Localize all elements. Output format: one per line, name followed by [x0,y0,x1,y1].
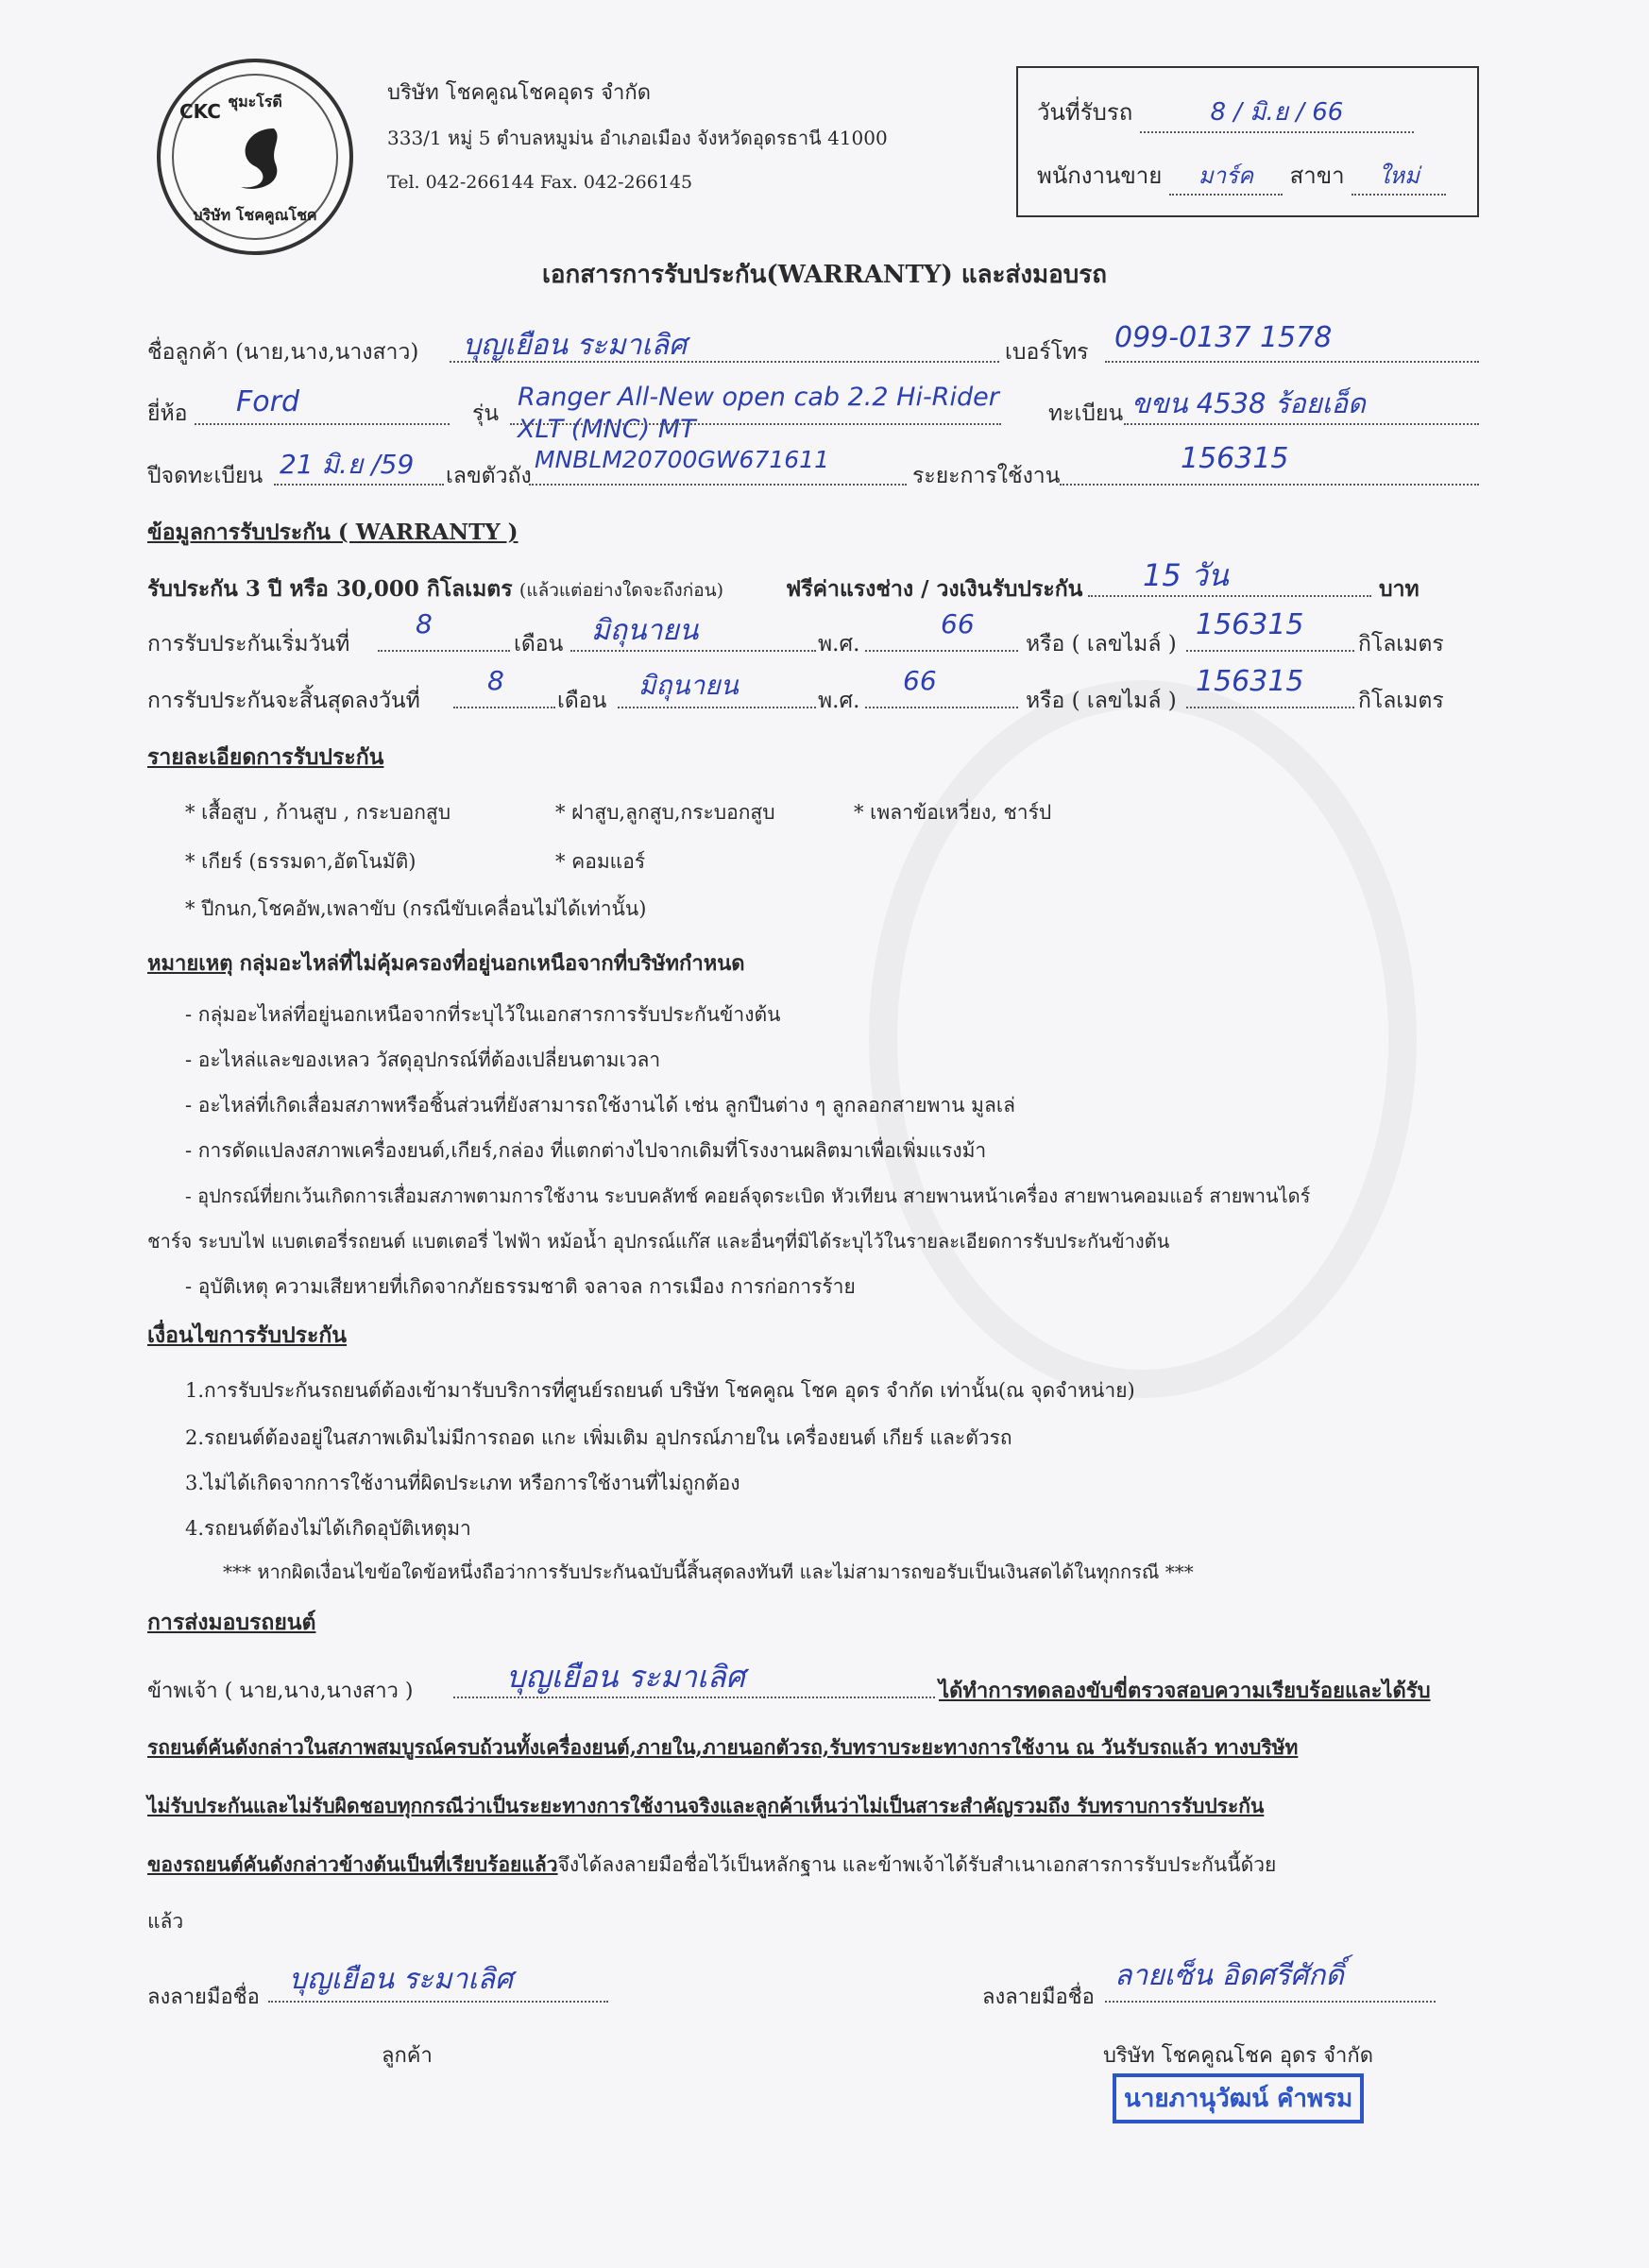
start-day-line [378,650,510,652]
start-label: การรับประกันเริ่มวันที่ [147,632,350,657]
logo-ckc-text: CKC [179,100,221,123]
background-watermark [869,680,1417,1398]
start-mile-line [1186,650,1354,652]
end-month-line [618,707,816,708]
conditions-warning: *** หากผิดเงื่อนไขข้อใดข้อหนึ่งถือว่าการรับประกันฉบับนี้สิ้นสุดลงทันที และไม่สามารถขอรับเป็นเงินสดได้ในทุกกรณี *** [223,1560,1194,1583]
delivery-line5: แล้ว [147,1910,184,1933]
delivery-i-label: ข้าพเจ้า ( นาย,นาง,นางสาว ) [147,1680,414,1703]
start-mile: 156315 [1196,608,1304,641]
start-month: มิถุนายน [591,614,699,647]
remark-item-3: - อะไหล่ที่เกิดเสื่อมสภาพหรือชิ้นส่วนที่ยังสามารถใช้งานได้ เช่น ลูกปืนต่าง ๆ ลูกลอกสายพาน มูลเล่ [185,1094,1015,1117]
detail-item-1-1: * เสื้อสูบ , ก้านสูบ , กระบอกสูบ [185,801,451,824]
phone-label: เบอร์โทร [1005,340,1089,365]
delivery-line3: ไม่รับประกันและไม่รับผิดชอบทุกกรณีว่าเป็นระยะทางการใช้งานจริงและลูกค้าเห็นว่าไม่เป็นสาระสำคัญรวมถึง รับทราบการรับประกัน [147,1794,1265,1817]
company-caption: บริษัท โชคคูณโชค อุดร จำกัด [1103,2044,1373,2068]
delivery-name-line [453,1697,935,1698]
remark-item-6: - อุบัติเหตุ ความเสียหายที่เกิดจากภัยธรรมชาติ จลาจล การเมือง การก่อการร้าย [185,1275,856,1298]
remark-item-1: - กลุ่มอะไหล่ที่อยู่นอกเหนือจากที่ระบุไว้ในเอกสารการรับประกันข้างต้น [185,1003,781,1026]
coverage-note: (แล้วแต่อย่างใดจะถึงก่อน) [518,580,724,601]
end-mile-label: หรือ ( เลขไมล์ ) [1026,689,1177,713]
start-km-label: กิโลเมตร [1358,632,1444,657]
mileage-line [1060,484,1479,486]
start-month-label: เดือน [514,632,564,657]
condition-item-2: 2.รถยนต์ต้องอยู่ในสภาพเดิมไม่มีการถอด แกะ เพิ่มเติม อุปกรณ์ภายใน เครื่องยนต์ เกียร์ และตัวรถ [185,1426,1012,1449]
condition-item-3: 3.ไม่ได้เกิดจากการใช้งานที่ผิดประเภท หรือการใช้งานที่ไม่ถูกต้อง [185,1472,740,1494]
delivery-line1-end: ได้ทำการทดลองขับขี่ตรวจสอบความเรียบร้อยและได้รับ [939,1679,1431,1703]
phone-line [1105,361,1479,363]
end-month: มิถุนายน [638,670,739,701]
mileage-value: 156315 [1181,442,1289,475]
condition-item-1: 1.การรับประกันรถยนต์ต้องเข้ามารับบริการที่ศูนย์รถยนต์ บริษัท โชคคูณ โชค อุดร จำกัด เท่านั้น(ณ จุดจำหน่าย) [185,1379,1135,1402]
remarks-label: หมายเหตุ [147,951,233,976]
model-value: Ranger All-New open cab 2.2 Hi-Rider XLT (MNC) MT [518,383,999,444]
free-labor-label: ฟรีค่าแรงช่าง / วงเงินรับประกัน [786,576,1083,602]
logo-top-text: ชุมะโรดี [228,93,282,111]
coverage-row [147,572,723,606]
swan-emblem-icon [217,119,293,195]
remark-item-4: - การดัดแปลงสภาพเครื่องยนต์,เกียร์,กล่อง ที่แตกต่างไปจากเดิมที่โรงงานผลิตมาเพื่อเพิ่มแรงม้า [185,1139,987,1162]
receipt-info-box [1016,66,1479,217]
detail-item-2-1: * เกียร์ (ธรรมดา,อัตโนมัติ) [185,850,416,873]
remark-item-5: - อุปกรณ์ที่ยกเว้นเกิดการเสื่อมสภาพตามการใช้งาน ระบบคลัทช์ คอยล์จุดระเบิด หัวเทียน สายพานหน้าเครื่อง สายพานคอมแอร์ สายพานไดร์ [185,1185,1311,1207]
remarks-heading: กลุ่มอะไหล่ที่ไม่คุ้มครองที่อยู่นอกเหนือจากที่บริษัทกำหนด [239,951,745,976]
reg-year-line [274,484,444,486]
brand-value: Ford [236,385,299,418]
end-month-label: เดือน [557,689,607,713]
end-mile: 156315 [1196,665,1304,698]
company-sign-line [1105,2001,1436,2003]
received-date-label: วันที่รับรถ [1037,99,1133,126]
detail-item-1-3: * เพลาข้อเหวี่ยง, ชาร์ป [854,801,1052,824]
free-labor-value: 15 วัน [1143,557,1229,593]
end-day: 8 [487,665,504,696]
customer-name-line [450,361,999,363]
delivery-line4-rest: จึงได้ลงลายมือชื่อไว้เป็นหลักฐาน และข้าพเจ้าได้รับสำเนาเอกสารการรับประกันนี้ด้วย [557,1853,1277,1876]
model-label: รุ่น [472,401,500,426]
warranty-section-title: ข้อมูลการรับประกัน ( WARRANTY ) [147,520,518,545]
start-year-label: พ.ศ. [818,632,860,657]
end-km-label: กิโลเมตร [1358,689,1444,713]
remark-item-5-cont: ชาร์จ ระบบไฟ แบตเตอรี่รถยนต์ แบตเตอรี่ ไฟฟ้า หม้อน้ำ อุปกรณ์แก๊ส และอื่นๆที่มิได้ระบุไว้ในรายละเอียดการรับประกันข้างต้น [147,1230,1170,1253]
delivery-section-title: การส่งมอบรถยนต์ [147,1610,316,1635]
delivery-line4 [147,1850,1276,1881]
details-section-title: รายละเอียดการรับประกัน [147,744,384,770]
detail-item-3-1: * ปีกนก,โชคอัพ,เพลาขับ (กรณีขับเคลื่อนไม่ได้เท่านั้น) [185,897,647,920]
end-day-line [453,707,555,708]
company-sign-label: ลงลายมือชื่อ [982,1986,1095,2009]
free-labor-line [1088,595,1371,597]
start-year: 66 [941,608,975,639]
condition-item-4: 4.รถยนต์ต้องไม่ได้เกิดอุบัติเหตุมา [185,1517,471,1540]
start-mile-label: หรือ ( เลขไมล์ ) [1026,632,1177,657]
customer-name-label: ชื่อลูกค้า (นาย,นาง,นางสาว) [147,340,419,365]
customer-signature: บุญเยือน ระมาเลิศ [289,1963,514,1996]
plate-label: ทะเบียน [1048,401,1124,426]
customer-sign-label: ลงลายมือชื่อ [147,1986,260,2009]
detail-item-1-2: * ฝาสูบ,ลูกสูบ,กระบอกสูบ [555,801,775,824]
mileage-label: ระยะการใช้งาน [912,464,1061,488]
delivery-line4-bold: ของรถยนต์คันดังกล่าวข้างต้นเป็นที่เรียบร้อยแล้ว [147,1852,558,1876]
plate-value: ขขน 4538 ร้อยเอ็ด [1131,387,1366,419]
detail-item-2-2: * คอมแอร์ [555,850,646,873]
end-label: การรับประกันจะสิ้นสุดลงวันที่ [147,689,420,713]
branch-label: สาขา [1289,162,1345,189]
company-logo [157,59,353,255]
end-mile-line [1186,707,1354,708]
logo-bottom-text: บริษัท โชคคูณโชค [193,206,317,224]
chassis-value: MNBLM20700GW671611 [535,446,829,473]
end-year-label: พ.ศ. [818,689,860,713]
received-date-row [1037,93,1414,133]
delivery-i-name: บุญเยือน ระมาเลิศ [506,1659,745,1695]
company-address: 333/1 หมู่ 5 ตำบลหมูม่น อำเภอเมือง จังหวัดอุดรธานี 41000 [387,127,888,149]
model-line [510,423,1001,425]
remarks-heading-row [147,946,745,980]
brand-label: ยี่ห้อ [147,401,188,426]
end-year: 66 [903,665,937,696]
customer-caption: ลูกค้า [382,2044,433,2068]
salesperson-value: มาร์ค [1169,157,1283,196]
customer-sign-line [268,2001,608,2003]
end-year-line [865,707,1018,708]
received-date-value: 8 / มิ.ย / 66 [1140,93,1414,133]
brand-line [195,423,450,425]
phone-value: 099-0137 1578 [1114,321,1333,354]
company-signature: ลายเซ็น อิดศรีศักดิ์ [1114,1959,1344,1992]
delivery-line2: รถยนต์คันดังกล่าวในสภาพสมบูรณ์ครบถ้วนทั้งเครื่องยนต์,ภายใน,ภายนอกตัวรถ,รับทราบระยะทางการใช้งาน ณ วันรับรถแล้ว ทางบริษัท [147,1735,1299,1759]
chassis-line [529,484,907,486]
branch-value: ใหม่ [1352,157,1446,196]
start-year-line [865,650,1018,652]
plate-line [1124,423,1479,425]
salesperson-label: พนักงานขาย [1037,162,1163,189]
coverage-text: รับประกัน 3 ปี หรือ 30,000 กิโลเมตร [147,576,513,602]
salesperson-row [1037,157,1446,196]
reg-year-label: ปีจดทะเบียน [147,464,264,488]
company-phone-fax: Tel. 042-266144 Fax. 042-266145 [387,172,693,193]
salesperson-stamp: นายภานุวัฒน์ คำพรม [1113,2073,1364,2123]
company-name: บริษัท โชคคูณโชคอุดร จำกัด [387,81,651,105]
currency-label: บาท [1379,576,1420,602]
chassis-label: เลขตัวถัง [446,464,532,488]
document-title: เอกสารการรับประกัน(WARRANTY) และส่งมอบรถ [541,261,1107,289]
start-day: 8 [416,608,433,639]
reg-year-value: 21 มิ.ย /59 [280,449,415,480]
customer-name-value: บุญเยือน ระมาเลิศ [463,329,688,362]
start-month-line [570,650,816,652]
customer-name-row [147,335,418,369]
conditions-section-title: เงื่อนไขการรับประกัน [147,1322,348,1348]
remark-item-2: - อะไหล่และของเหลว วัสดุอุปกรณ์ที่ต้องเปลี่ยนตามเวลา [185,1049,661,1071]
